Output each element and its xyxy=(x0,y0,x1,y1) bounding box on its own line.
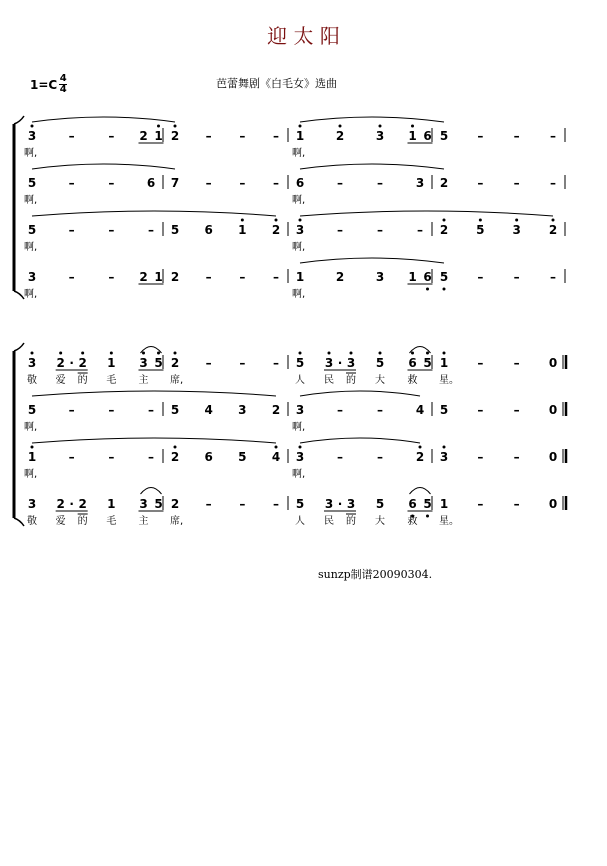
time-numerator: 4 xyxy=(59,73,67,84)
dot-sign: · xyxy=(69,497,74,511)
dash-note: – xyxy=(205,129,212,143)
octave-up-dot xyxy=(81,352,84,355)
note: 3 xyxy=(238,403,247,417)
octave-up-dot xyxy=(157,352,160,355)
note: 0 xyxy=(548,356,558,370)
note: 6 xyxy=(408,497,417,511)
octave-down-dot xyxy=(443,288,446,291)
dash-note: – xyxy=(337,450,343,464)
note: 1 xyxy=(439,497,449,511)
note: 5 xyxy=(27,403,37,417)
note: 3 xyxy=(415,176,425,190)
lyric: 敬 xyxy=(27,375,37,386)
note: 1 xyxy=(408,129,417,143)
dash-note: – xyxy=(205,497,212,511)
lyric: 星。 xyxy=(439,516,459,527)
note: 2 xyxy=(415,450,425,464)
octave-up-dot xyxy=(443,219,446,222)
octave-up-dot xyxy=(275,446,278,449)
note: 2 xyxy=(78,356,87,370)
note: 6 xyxy=(146,176,156,190)
lyric: 主 xyxy=(138,516,149,527)
note: 5 xyxy=(27,176,37,190)
note: 1 xyxy=(408,270,417,284)
note: 5 xyxy=(238,450,247,464)
note: 2 xyxy=(56,497,65,511)
octave-down-dot xyxy=(426,515,429,518)
dash-note: – xyxy=(68,450,75,464)
note: 2 xyxy=(335,270,345,284)
note: 6 xyxy=(204,450,213,464)
octave-up-dot xyxy=(479,219,482,222)
octave-up-dot xyxy=(275,219,278,222)
lyric: 的 xyxy=(346,375,356,386)
note: 3 xyxy=(295,450,305,464)
note: 1 xyxy=(295,270,305,284)
lyric: 星。 xyxy=(439,375,459,386)
octave-up-dot xyxy=(31,352,34,355)
dash-note: – xyxy=(148,403,154,417)
note: 1 xyxy=(154,129,163,143)
note: 2 xyxy=(56,356,65,370)
time-denominator: 4 xyxy=(59,84,67,95)
dash-note: – xyxy=(273,270,279,284)
lyric: 救 xyxy=(407,375,418,386)
dash-note: – xyxy=(108,270,115,284)
note: 0 xyxy=(548,450,558,464)
octave-up-dot xyxy=(443,446,446,449)
dash-note: – xyxy=(550,270,556,284)
dash-note: – xyxy=(68,270,75,284)
lyric: 人 xyxy=(295,375,305,386)
lyric: 敬 xyxy=(27,516,37,527)
dash-note: – xyxy=(477,403,484,417)
octave-up-dot xyxy=(552,219,555,222)
lyric: 席, xyxy=(170,516,184,527)
dash-note: – xyxy=(513,497,520,511)
octave-up-dot xyxy=(350,352,353,355)
note: 2 xyxy=(439,176,449,190)
credit-line: sunzp制谱20090304. xyxy=(318,568,433,581)
note: 5 xyxy=(423,497,432,511)
note: 2 xyxy=(139,129,148,143)
note: 3 xyxy=(439,450,449,464)
lyric: 啊, xyxy=(24,289,38,300)
dash-note: – xyxy=(550,176,556,190)
bracket-top-hook xyxy=(14,116,24,124)
lyric: 啊, xyxy=(292,148,306,159)
source-note: 芭蕾舞剧《白毛女》选曲 xyxy=(216,77,337,90)
key-prefix: 1=C xyxy=(30,77,58,92)
octave-up-dot xyxy=(419,446,422,449)
octave-up-dot xyxy=(59,352,62,355)
note: 2 xyxy=(335,129,345,143)
note: 3 xyxy=(139,356,148,370)
dash-note: – xyxy=(108,450,115,464)
lyric: 啊, xyxy=(292,242,306,253)
note: 5 xyxy=(295,356,305,370)
dash-note: – xyxy=(377,403,383,417)
octave-up-dot xyxy=(379,352,382,355)
tie-arc xyxy=(32,211,276,216)
slur xyxy=(141,488,162,495)
dash-note: – xyxy=(68,223,75,237)
note: 4 xyxy=(204,403,213,417)
dash-note: – xyxy=(273,356,279,370)
octave-up-dot xyxy=(328,352,331,355)
lyric: 的 xyxy=(77,516,88,527)
dash-note: – xyxy=(513,270,520,284)
note: 5 xyxy=(27,223,37,237)
note: 6 xyxy=(423,129,432,143)
note: 1 xyxy=(439,356,449,370)
note: 3 xyxy=(512,223,521,237)
bracket-top-hook xyxy=(14,343,24,351)
note: 6 xyxy=(423,270,432,284)
lyric: 啊, xyxy=(292,422,306,433)
dash-note: – xyxy=(550,129,556,143)
note: 4 xyxy=(415,403,425,417)
note: 1 xyxy=(154,270,163,284)
note: 6 xyxy=(204,223,213,237)
dash-note: – xyxy=(108,129,115,143)
dash-note: – xyxy=(513,403,520,417)
note: 2 xyxy=(271,223,281,237)
note: 6 xyxy=(295,176,305,190)
dash-note: – xyxy=(477,176,484,190)
note: 1 xyxy=(107,356,116,370)
note: 3 xyxy=(324,497,334,511)
dash-note: – xyxy=(68,176,75,190)
note: 5 xyxy=(439,403,449,417)
note: 2 xyxy=(170,356,180,370)
dash-note: – xyxy=(337,176,343,190)
dash-note: – xyxy=(68,129,75,143)
octave-up-dot xyxy=(339,125,342,128)
tie-arc xyxy=(32,438,276,443)
dash-note: – xyxy=(273,176,279,190)
octave-up-dot xyxy=(299,125,302,128)
dash-note: – xyxy=(148,223,154,237)
note: 3 xyxy=(295,223,305,237)
lyric: 啊, xyxy=(24,422,38,433)
note: 5 xyxy=(423,356,432,370)
note: 3 xyxy=(27,356,37,370)
note: 3 xyxy=(27,270,37,284)
note: 2 xyxy=(139,270,148,284)
bracket-bottom-hook xyxy=(14,291,24,299)
note: 5 xyxy=(375,497,385,511)
dash-note: – xyxy=(205,356,212,370)
note: 5 xyxy=(154,497,163,511)
note: 5 xyxy=(375,356,385,370)
dash-note: – xyxy=(513,129,520,143)
tie-arc xyxy=(300,391,420,396)
dash-note: – xyxy=(239,270,246,284)
dash-note: – xyxy=(377,223,383,237)
dash-note: – xyxy=(337,403,343,417)
octave-up-dot xyxy=(110,352,113,355)
bracket-bottom-hook xyxy=(14,518,24,526)
lyric: 啊, xyxy=(24,469,38,480)
dot-sign: · xyxy=(69,356,74,370)
note: 5 xyxy=(170,403,180,417)
dash-note: – xyxy=(108,403,115,417)
dash-note: – xyxy=(417,223,423,237)
note: 0 xyxy=(548,403,558,417)
octave-up-dot xyxy=(31,125,34,128)
lyric: 人 xyxy=(295,516,305,527)
octave-up-dot xyxy=(379,125,382,128)
dash-note: – xyxy=(477,450,484,464)
octave-up-dot xyxy=(426,352,429,355)
octave-up-dot xyxy=(299,219,302,222)
note: 2 xyxy=(439,223,449,237)
lyric: 民 xyxy=(324,516,334,527)
octave-up-dot xyxy=(515,219,518,222)
note: 3 xyxy=(375,129,385,143)
dash-note: – xyxy=(68,403,75,417)
dot-sign: · xyxy=(337,497,343,511)
dash-note: – xyxy=(477,356,484,370)
note: 2 xyxy=(271,403,281,417)
lyric: 的 xyxy=(346,516,356,527)
dash-note: – xyxy=(377,450,383,464)
slur xyxy=(410,488,431,495)
dash-note: – xyxy=(513,176,520,190)
lyric: 啊, xyxy=(292,289,306,300)
lyric: 爱 xyxy=(55,375,66,386)
note: 3 xyxy=(27,497,37,511)
octave-up-dot xyxy=(299,446,302,449)
lyric: 啊, xyxy=(24,195,38,206)
note: 5 xyxy=(476,223,485,237)
dash-note: – xyxy=(108,223,115,237)
dash-note: – xyxy=(477,129,484,143)
dash-note: – xyxy=(477,497,484,511)
note: 2 xyxy=(170,129,180,143)
lyric: 啊, xyxy=(24,148,38,159)
note: 3 xyxy=(27,129,37,143)
tie-arc xyxy=(300,438,420,443)
lyric: 的 xyxy=(77,375,88,386)
page-title: 迎 太 阳 xyxy=(267,24,340,48)
dot-sign: · xyxy=(337,356,343,370)
octave-up-dot xyxy=(241,219,244,222)
octave-up-dot xyxy=(174,125,177,128)
octave-up-dot xyxy=(31,446,34,449)
note: 3 xyxy=(139,497,148,511)
tie-arc xyxy=(300,117,444,122)
lyric: 毛 xyxy=(106,516,117,527)
tie-arc xyxy=(300,258,444,263)
tie-arc xyxy=(32,164,175,169)
dash-note: – xyxy=(239,176,246,190)
tie-arc xyxy=(300,164,444,169)
lyric: 毛 xyxy=(106,375,117,386)
lyric: 席, xyxy=(170,375,184,386)
note: 7 xyxy=(170,176,180,190)
note: 3 xyxy=(346,356,356,370)
note: 5 xyxy=(439,129,449,143)
dash-note: – xyxy=(337,223,343,237)
dash-note: – xyxy=(239,356,246,370)
note: 3 xyxy=(346,497,356,511)
octave-down-dot xyxy=(426,288,429,291)
octave-up-dot xyxy=(142,352,145,355)
note: 6 xyxy=(408,356,417,370)
note: 1 xyxy=(238,223,247,237)
note: 2 xyxy=(170,497,180,511)
note: 2 xyxy=(548,223,558,237)
tie-arc xyxy=(300,211,553,216)
note: 3 xyxy=(324,356,334,370)
note: 3 xyxy=(295,403,305,417)
note: 4 xyxy=(271,450,281,464)
dash-note: – xyxy=(273,497,279,511)
dash-note: – xyxy=(239,497,246,511)
octave-up-dot xyxy=(411,125,414,128)
note: 1 xyxy=(107,497,116,511)
octave-up-dot xyxy=(157,125,160,128)
lyric: 大 xyxy=(375,375,385,386)
note: 2 xyxy=(170,450,180,464)
note: 5 xyxy=(170,223,180,237)
note: 2 xyxy=(78,497,87,511)
note: 5 xyxy=(439,270,449,284)
note: 0 xyxy=(548,497,558,511)
lyric: 爱 xyxy=(55,516,66,527)
tie-arc xyxy=(32,391,276,396)
dash-note: – xyxy=(205,270,212,284)
lyric: 救 xyxy=(407,516,418,527)
note: 2 xyxy=(170,270,180,284)
note: 1 xyxy=(295,129,305,143)
lyric: 主 xyxy=(138,375,149,386)
lyric: 啊, xyxy=(292,469,306,480)
dash-note: – xyxy=(513,356,520,370)
dash-note: – xyxy=(239,129,246,143)
dash-note: – xyxy=(205,176,212,190)
tie-arc xyxy=(32,117,175,122)
note: 1 xyxy=(27,450,37,464)
dash-note: – xyxy=(477,270,484,284)
note: 5 xyxy=(154,356,163,370)
dash-note: – xyxy=(273,129,279,143)
lyric: 啊, xyxy=(292,195,306,206)
octave-up-dot xyxy=(443,352,446,355)
octave-up-dot xyxy=(174,446,177,449)
octave-up-dot xyxy=(174,352,177,355)
note: 3 xyxy=(375,270,385,284)
dash-note: – xyxy=(513,450,520,464)
octave-up-dot xyxy=(299,352,302,355)
lyric: 大 xyxy=(375,516,385,527)
dash-note: – xyxy=(108,176,115,190)
lyric: 民 xyxy=(324,375,334,386)
octave-up-dot xyxy=(411,352,414,355)
note: 5 xyxy=(295,497,305,511)
dash-note: – xyxy=(148,450,154,464)
dash-note: – xyxy=(377,176,383,190)
lyric: 啊, xyxy=(24,242,38,253)
